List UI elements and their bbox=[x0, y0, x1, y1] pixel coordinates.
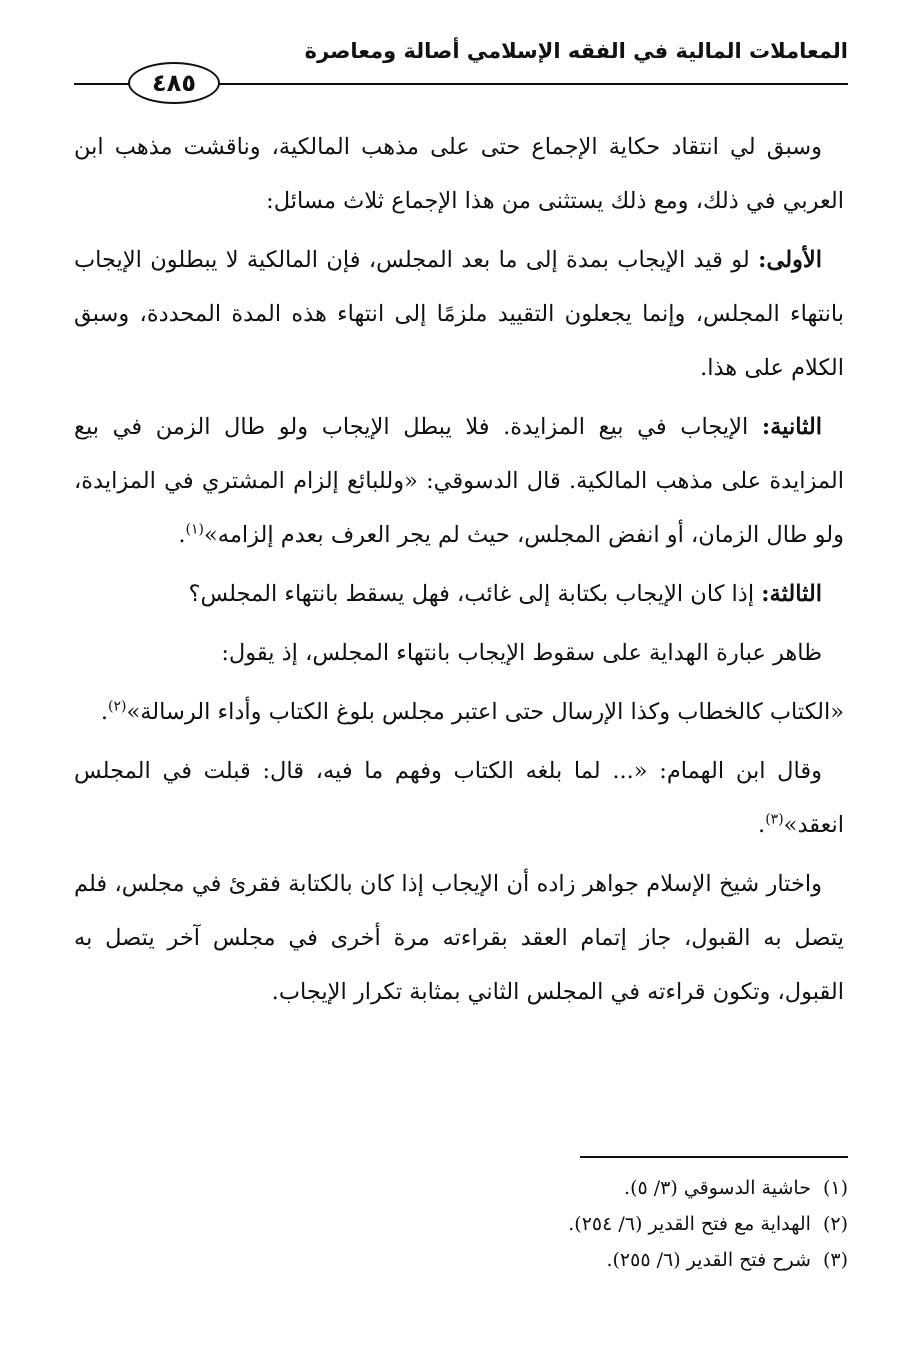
third-case-text: إذا كان الإيجاب بكتابة إلى غائب، فهل يسقط بانتهاء المجلس؟ bbox=[188, 581, 755, 607]
footnote-item bbox=[74, 1206, 848, 1242]
first-case-text: لو قيد الإيجاب بمدة إلى ما بعد المجلس، فإن المالكية لا يبطلون الإيجاب بانتهاء المجلس، وإنما يجعلون التقييد ملزمًا إلى انتهاء هذه المدة المحددة، وسبق الكلام على هذا. bbox=[74, 247, 844, 381]
paragraph-hidaya-quote bbox=[74, 685, 844, 739]
hidaya-quote-end: . bbox=[100, 699, 108, 725]
footnote-ref-3[interactable]: (٣) bbox=[765, 811, 784, 828]
paragraph-first-case bbox=[74, 233, 844, 395]
second-case-end: . bbox=[178, 522, 186, 548]
running-head: المعاملات المالية في الفقه الإسلامي أصالة ومعاصرة bbox=[304, 39, 848, 63]
paragraph-intro: وسبق لي انتقاد حكاية الإجماع حتى على مذهب المالكية، وناقشت مذهب ابن العربي في ذلك، ومع ذلك يستثنى من هذا الإجماع ثلاث مسائل: bbox=[74, 134, 844, 214]
footnote-item bbox=[74, 1170, 848, 1206]
footnote-ref-2[interactable]: (٢) bbox=[107, 698, 127, 715]
third-case-lead: الثالثة: bbox=[761, 581, 822, 607]
ibn-humam-text: وقال ابن الهمام: «... لما بلغه الكتاب وفهم ما فيه، قال: قبلت في المجلس انعقد» bbox=[74, 758, 844, 838]
footnote-number: (٢) bbox=[822, 1213, 848, 1235]
first-case-lead: الأولى: bbox=[758, 247, 823, 273]
paragraph-hidaya: ظاهر عبارة الهداية على سقوط الإيجاب بانتهاء المجلس، إذ يقول: bbox=[221, 640, 822, 666]
footnote-rule bbox=[580, 1156, 848, 1158]
page-number: ٤٨٥ bbox=[128, 62, 220, 104]
paragraph-second-case bbox=[74, 400, 844, 562]
ibn-humam-end: . bbox=[758, 812, 766, 838]
paragraph-jawahir-zadeh: واختار شيخ الإسلام جواهر زاده أن الإيجاب إذا كان بالكتابة فقرئ في مجلس، فلم يتصل به القبول، جاز إتمام العقد بقراءته مرة أخرى في مجلس آخر يتصل به القبول، وتكون قراءته في المجلس الثاني بمثابة تكرار الإيجاب. bbox=[74, 871, 844, 1005]
footnote-text: شرح فتح القدير (٦/ ٢٥٥). bbox=[606, 1249, 811, 1271]
body-text bbox=[74, 120, 844, 1024]
footnote-ref-1[interactable]: (١) bbox=[185, 521, 204, 538]
hidaya-quote-text: «الكتاب كالخطاب وكذا الإرسال حتى اعتبر مجلس بلوغ الكتاب وأداء الرسالة» bbox=[126, 699, 844, 725]
footnote-number: (٣) bbox=[822, 1249, 848, 1271]
footnote-number: (١) bbox=[822, 1177, 848, 1199]
second-case-text: الإيجاب في بيع المزايدة. فلا يبطل الإيجاب ولو طال الزمن في بيع المزايدة على مذهب المالكية. قال الدسوقي: «وللبائع إلزام المشتري في المزايدة، ولو طال الزمان، أو انفض المجلس، حيث لم يجر العرف بعدم إلزامه» bbox=[74, 414, 844, 548]
footnote-text: حاشية الدسوقي (٣/ ٥). bbox=[624, 1177, 811, 1199]
paragraph-third-case bbox=[74, 567, 844, 621]
footnote-item bbox=[74, 1242, 848, 1278]
footnote-text: الهداية مع فتح القدير (٦/ ٢٥٤). bbox=[568, 1213, 811, 1235]
paragraph-ibn-humam bbox=[74, 744, 844, 852]
footnotes bbox=[74, 1170, 848, 1278]
second-case-lead: الثانية: bbox=[761, 414, 822, 440]
